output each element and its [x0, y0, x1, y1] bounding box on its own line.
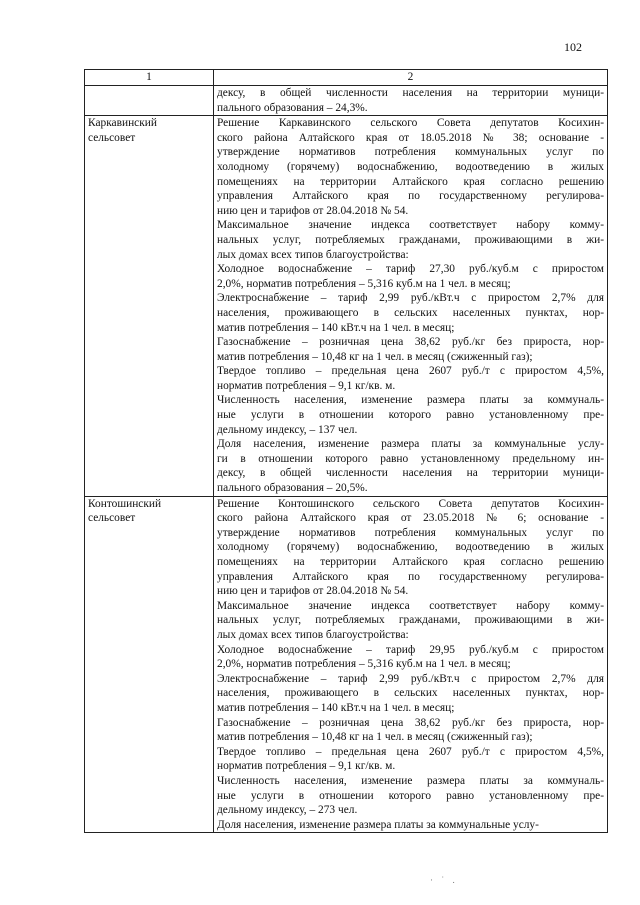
- tariff-table: [84, 69, 608, 833]
- text-line: Холодное водоснабжение – тариф 29,95 руб./куб.м с приростом: [217, 643, 604, 656]
- text-line: дельному индексу, – 137 чел.: [217, 423, 358, 436]
- table-header-row: [85, 70, 608, 86]
- text-line: лых домах всех типов благоустройства:: [217, 248, 409, 261]
- text-line: матив потребления – 140 кВт.ч на 1 чел. в месяц;: [217, 321, 455, 334]
- municipality-description: [214, 496, 608, 833]
- text-line: населения, проживающего в сельских населенных пунктах, нор-: [217, 687, 604, 700]
- text-line: нальных услуг, потребляемых гражданами, проживающими в жи-: [217, 233, 604, 246]
- municipality-name-line: сельсовет: [88, 512, 136, 525]
- column-header-2: 2: [214, 70, 608, 86]
- municipality-name: [85, 496, 214, 833]
- text-line: матив потребления – 140 кВт.ч на 1 чел. в месяц;: [217, 701, 455, 714]
- table-row-karkavinsky: [85, 116, 608, 496]
- text-line: ные услуги в отношении которого равно установленному пре-: [217, 789, 604, 802]
- text-line: Численность населения, изменение размера платы за коммуналь-: [217, 394, 604, 407]
- text-line: ги в отношении которого равно установленному предельному ин-: [217, 452, 604, 465]
- text-line: помещениях на территории Алтайского края согласно решению: [217, 556, 604, 568]
- text-line: пального образования – 20,5%.: [217, 482, 368, 495]
- text-line: матив потребления – 10,48 кг на 1 чел. в месяц (сжиженный газ);: [217, 731, 533, 744]
- text-line: нальных услуг, потребляемых гражданами, проживающими в жи-: [217, 614, 604, 627]
- municipality-name-line: сельсовет: [88, 131, 136, 144]
- text-line: холодному (горячему) водоснабжению, водоотведению в жилых: [217, 541, 604, 554]
- text-line: лых домах всех типов благоустройства:: [217, 628, 409, 641]
- municipality-description: [214, 116, 608, 496]
- column-header-1: 1: [85, 70, 214, 86]
- text-line: норматив потребления – 9,1 кг/кв. м.: [217, 379, 396, 392]
- text-line: населения, проживающего в сельских населенных пунктах, нор-: [217, 306, 604, 319]
- text-line: ные услуги в отношении которого равно установленному пре-: [217, 409, 604, 422]
- municipality-name-line: Каркавинский: [88, 117, 157, 130]
- text-line: Максимальное значение индекса соответствует набору комму-: [217, 219, 604, 232]
- continuation-text: [214, 86, 608, 116]
- table-row-kontoshinsky: [85, 496, 608, 833]
- text-line: Холодное водоснабжение – тариф 27,30 руб./куб.м с приростом: [217, 263, 604, 276]
- text-line: управления Алтайского края по государственному регулирова-: [217, 190, 604, 203]
- text-line: помещениях на территории Алтайского края согласно решению: [217, 175, 604, 188]
- text-line: ского района Алтайского края от 23.05.2018 № 6; основание -: [217, 512, 604, 525]
- text-line: нию цен и тарифов от 28.04.2018 № 54.: [217, 204, 409, 217]
- text-line: 2,0%, норматив потребления – 5,316 куб.м на 1 чел. в месяц;: [217, 658, 511, 671]
- text-line: Газоснабжение – розничная цена 38,62 руб./кг без прироста, нор-: [217, 336, 604, 349]
- text-line: Решение Контошинского сельского Совета депутатов Косихин-: [217, 497, 604, 510]
- text-line: Максимальное значение индекса соответствует набору комму-: [217, 599, 604, 612]
- text-line: утверждение нормативов потребления коммунальных услуг по: [217, 146, 604, 159]
- text-line: Электроснабжение – тариф 2,99 руб./кВт.ч с приростом 2,7% для: [217, 672, 604, 685]
- municipality-name-line: Контошинский: [88, 497, 162, 510]
- text-line: Газоснабжение – розничная цена 38,62 руб./кг без прироста, нор-: [217, 716, 604, 729]
- text-line: дельному индексу, – 273 чел.: [217, 804, 358, 817]
- text-line: холодному (горячему) водоснабжению, водоотведению в жилых: [217, 160, 604, 173]
- text-line: нию цен и тарифов от 28.04.2018 № 54.: [217, 585, 409, 598]
- text-line: Твердое топливо – предельная цена 2607 руб./т с приростом 4,5%,: [217, 745, 604, 758]
- text-line: 2,0%, норматив потребления – 5,316 куб.м на 1 чел. в месяц;: [217, 277, 511, 290]
- text-line: утверждение нормативов потребления коммунальных услуг по: [217, 526, 604, 539]
- text-line: Доля населения, изменение размера платы за коммунальные услу-: [217, 438, 604, 451]
- text-line: Электроснабжение – тариф 2,99 руб./кВт.ч с приростом 2,7% для: [217, 292, 604, 305]
- text-line: Численность населения, изменение размера платы за коммуналь-: [217, 774, 604, 787]
- text-line: дексу, в общей численности населения на территории муници-: [217, 467, 604, 480]
- text-line: ского района Алтайского края от 18.05.2018 № 38; основание -: [217, 131, 604, 144]
- text-line: норматив потребления – 9,1 кг/кв. м.: [217, 760, 396, 773]
- text-line: матив потребления – 10,48 кг на 1 чел. в месяц (сжиженный газ);: [217, 350, 533, 363]
- text-line: пального образования – 24,3%.: [217, 101, 368, 114]
- empty-name-cell: [85, 86, 214, 116]
- page-number: 102: [564, 40, 582, 54]
- continuation-row: [85, 86, 608, 116]
- municipality-name: [85, 116, 214, 496]
- text-line: Твердое топливо – предельная цена 2607 руб./т с приростом 4,5%,: [217, 365, 604, 378]
- scan-specks: · ˙ .: [430, 875, 458, 885]
- text-line: Доля населения, изменение размера платы за коммунальные услу-: [217, 818, 539, 831]
- text-line: управления Алтайского края по государственному регулирова-: [217, 570, 604, 583]
- text-line: Решение Каркавинского сельского Совета депутатов Косихин-: [217, 117, 604, 130]
- text-line: дексу, в общей численности населения на территории муници-: [217, 87, 604, 99]
